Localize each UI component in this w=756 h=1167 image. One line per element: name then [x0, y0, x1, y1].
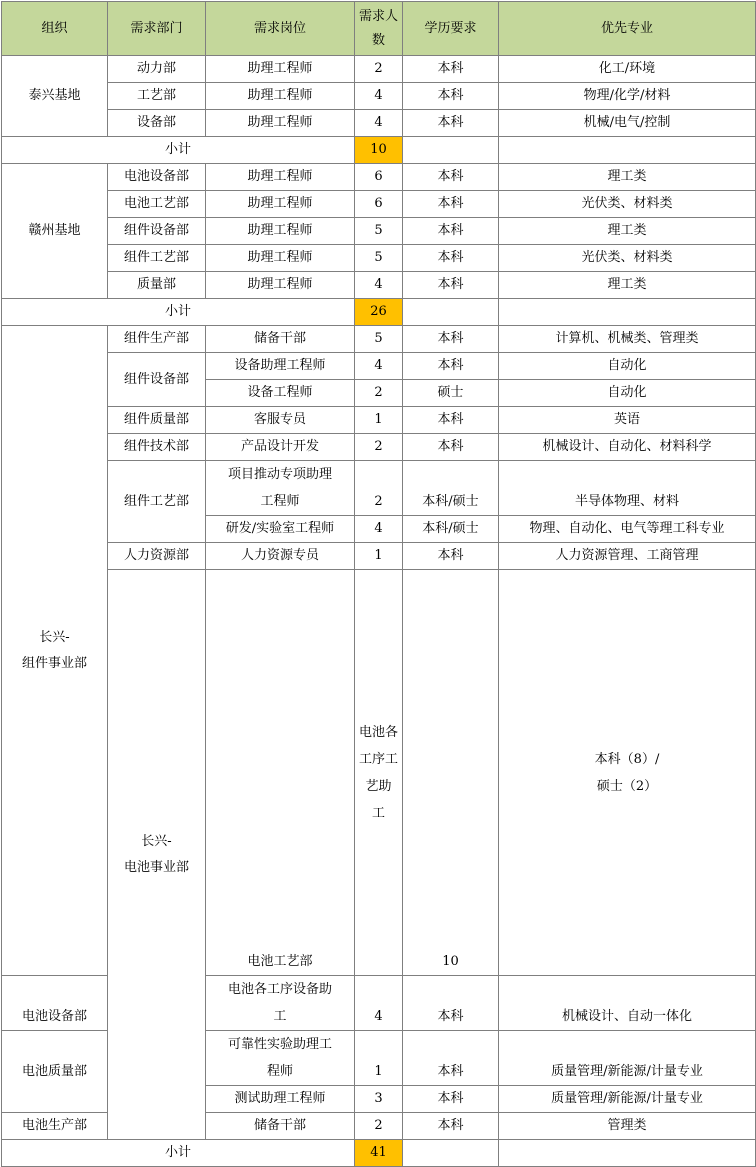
- position-cell: 人力资源专员: [206, 543, 355, 570]
- position-cell: 产品设计开发: [206, 434, 355, 461]
- table-row: [2, 218, 756, 245]
- count-cell: 6: [355, 164, 403, 191]
- major-cell: 自动化: [499, 380, 756, 407]
- position-cell: 助理工程师: [206, 272, 355, 299]
- edu-cell: 本科: [403, 164, 499, 191]
- position-cell: 储备干部: [206, 1113, 355, 1140]
- major-cell: 理工类: [499, 272, 756, 299]
- position-cell: 设备工程师: [206, 380, 355, 407]
- empty-cell: [403, 137, 499, 164]
- count-cell: 4: [355, 353, 403, 380]
- dept-cell: 电池工艺部: [108, 191, 206, 218]
- major-cell: 机械设计、自动化、材料科学: [499, 434, 756, 461]
- major-cell: 计算机、机械类、管理类: [499, 326, 756, 353]
- dept-cell: 设备部: [108, 110, 206, 137]
- position-line: 工程师: [260, 494, 300, 509]
- edu-cell: 本科: [403, 1113, 499, 1140]
- org-cell: 泰兴基地: [2, 56, 108, 137]
- edu-cell: 本科: [403, 56, 499, 83]
- edu-cell: 本科: [403, 434, 499, 461]
- count-cell: 4: [355, 516, 403, 543]
- table-row: [2, 272, 756, 299]
- count-cell: 5: [355, 326, 403, 353]
- edu-line: 本科（8）/: [594, 751, 660, 767]
- edu-cell: 本科: [403, 543, 499, 570]
- major-cell: 管理类: [499, 1113, 756, 1140]
- edu-cell: 本科: [403, 83, 499, 110]
- major-cell: 机械设计、自动一体化: [499, 976, 756, 1031]
- dept-cell: 电池设备部: [2, 976, 108, 1031]
- count-cell: 1: [355, 1031, 403, 1086]
- header-edu: 学历要求: [403, 2, 499, 56]
- major-cell: 物理/化学/材料: [499, 83, 756, 110]
- table-row: [2, 353, 756, 380]
- position-cell: [206, 461, 355, 516]
- subtotal-value: 10: [355, 137, 403, 164]
- dept-cell: 组件技术部: [108, 434, 206, 461]
- recruitment-table: [1, 1, 756, 1167]
- subtotal-label: 小计: [2, 137, 355, 164]
- empty-cell: [499, 137, 756, 164]
- count-cell: 1: [355, 407, 403, 434]
- subtotal-label: 小计: [2, 299, 355, 326]
- table-row: [2, 56, 756, 83]
- position-line: 电池各工序工艺助: [358, 724, 398, 794]
- edu-cell: 本科: [403, 110, 499, 137]
- major-cell: 机械/电气/控制: [499, 110, 756, 137]
- table-row: [2, 326, 756, 353]
- count-cell: 4: [355, 272, 403, 299]
- position-cell: 助理工程师: [206, 245, 355, 272]
- position-cell: [206, 976, 355, 1031]
- edu-cell: 本科: [403, 407, 499, 434]
- edu-cell: 本科: [403, 245, 499, 272]
- dept-cell: 组件设备部: [108, 218, 206, 245]
- count-cell: 5: [355, 218, 403, 245]
- org-cell: 赣州基地: [2, 164, 108, 299]
- subtotal-row: [2, 299, 756, 326]
- subtotal-value: 41: [355, 1140, 403, 1167]
- count-cell: 4: [355, 110, 403, 137]
- position-cell: 助理工程师: [206, 218, 355, 245]
- table-row: [2, 245, 756, 272]
- header-dept: 需求部门: [108, 2, 206, 56]
- major-cell: 理工类: [499, 218, 756, 245]
- dept-cell: 动力部: [108, 56, 206, 83]
- edu-cell: 本科: [403, 1031, 499, 1086]
- position-line: 项目推动专项助理: [227, 467, 332, 482]
- position-cell: 助理工程师: [206, 164, 355, 191]
- table-row: [2, 434, 756, 461]
- major-cell: 英语: [499, 407, 756, 434]
- count-cell: 2: [355, 380, 403, 407]
- dept-cell: 组件工艺部: [108, 245, 206, 272]
- header-major: 优先专业: [499, 2, 756, 56]
- empty-cell: [403, 1140, 499, 1167]
- major-cell: 质量管理/新能源/计量专业: [499, 1031, 756, 1086]
- dept-cell: 工艺部: [108, 83, 206, 110]
- position-line: 电池各工序设备助: [227, 982, 332, 997]
- table-row: [2, 543, 756, 570]
- org-line: 长兴-: [39, 629, 70, 645]
- table-row: [2, 110, 756, 137]
- count-cell: 5: [355, 245, 403, 272]
- header-row: [2, 2, 756, 56]
- count-cell: 1: [355, 543, 403, 570]
- position-cell: [355, 570, 403, 976]
- major-cell: 半导体物理、材料: [499, 461, 756, 516]
- dept-text: 电池质量部: [21, 1064, 87, 1079]
- count-cell: 3: [355, 1086, 403, 1113]
- dept-cell: 电池工艺部: [206, 570, 355, 976]
- dept-cell: [108, 461, 206, 543]
- dept-cell: [2, 1031, 108, 1113]
- position-cell: 设备助理工程师: [206, 353, 355, 380]
- count-cell: 2: [355, 434, 403, 461]
- subtotal-row: [2, 137, 756, 164]
- table-row: [2, 164, 756, 191]
- table-row: [2, 191, 756, 218]
- org-cell: [108, 570, 206, 1140]
- subtotal-label: 小计: [2, 1140, 355, 1167]
- count-cell: 10: [403, 570, 499, 976]
- major-cell: 质量管理/新能源/计量专业: [499, 1086, 756, 1113]
- dept-cell: 组件设备部: [108, 353, 206, 407]
- org-line: 长兴-: [141, 833, 172, 849]
- dept-cell: 组件质量部: [108, 407, 206, 434]
- header-org: 组织: [2, 2, 108, 56]
- edu-cell: 本科: [403, 353, 499, 380]
- table-row: [2, 407, 756, 434]
- major-cell: 物理、自动化、电气等理工科专业: [499, 516, 756, 543]
- dept-cell: 质量部: [108, 272, 206, 299]
- position-cell: [206, 1031, 355, 1086]
- dept-cell: 电池设备部: [108, 164, 206, 191]
- position-cell: 客服专员: [206, 407, 355, 434]
- count-cell: 6: [355, 191, 403, 218]
- position-cell: 助理工程师: [206, 83, 355, 110]
- table-row: [2, 570, 756, 976]
- edu-cell: 硕士: [403, 380, 499, 407]
- major-cell: 化工/环境: [499, 56, 756, 83]
- major-cell: 光伏类、材料类: [499, 191, 756, 218]
- count-cell: 4: [355, 976, 403, 1031]
- dept-text: 组件工艺部: [123, 494, 189, 509]
- count-cell: 4: [355, 83, 403, 110]
- dept-cell: 人力资源部: [108, 543, 206, 570]
- position-cell: 储备干部: [206, 326, 355, 353]
- count-cell: 2: [355, 1113, 403, 1140]
- edu-cell: [499, 570, 756, 976]
- dept-cell: 电池生产部: [2, 1113, 108, 1140]
- header-position: 需求岗位: [206, 2, 355, 56]
- major-cell: 自动化: [499, 353, 756, 380]
- org-line: 电池事业部: [123, 859, 189, 875]
- edu-cell: 本科: [403, 218, 499, 245]
- empty-cell: [499, 1140, 756, 1167]
- header-count: 需求人数: [355, 2, 403, 56]
- position-cell: 助理工程师: [206, 110, 355, 137]
- count-cell: 2: [355, 56, 403, 83]
- major-cell: 理工类: [499, 164, 756, 191]
- subtotal-row: [2, 1140, 756, 1167]
- edu-line: 硕士（2）: [596, 778, 658, 794]
- table-row: [2, 83, 756, 110]
- table-row: [2, 461, 756, 516]
- dept-cell: 组件生产部: [108, 326, 206, 353]
- empty-cell: [499, 299, 756, 326]
- org-cell: [2, 326, 108, 976]
- position-line: 程师: [266, 1064, 293, 1079]
- position-cell: 研发/实验室工程师: [206, 516, 355, 543]
- major-cell: 人力资源管理、工商管理: [499, 543, 756, 570]
- edu-cell: 本科: [403, 272, 499, 299]
- edu-cell: 本科: [403, 191, 499, 218]
- edu-cell: 本科: [403, 1086, 499, 1113]
- edu-cell: 本科/硕士: [403, 516, 499, 543]
- empty-cell: [403, 299, 499, 326]
- position-cell: 测试助理工程师: [206, 1086, 355, 1113]
- position-cell: 助理工程师: [206, 191, 355, 218]
- count-cell: 2: [355, 461, 403, 516]
- position-line: 可靠性实验助理工: [227, 1037, 332, 1052]
- edu-cell: 本科/硕士: [403, 461, 499, 516]
- position-line: 工: [371, 805, 385, 821]
- position-cell: 助理工程师: [206, 56, 355, 83]
- edu-cell: 本科: [403, 326, 499, 353]
- position-line: 工: [273, 1009, 287, 1024]
- edu-cell: 本科: [403, 976, 499, 1031]
- org-line: 组件事业部: [21, 655, 87, 671]
- major-cell: 光伏类、材料类: [499, 245, 756, 272]
- subtotal-value: 26: [355, 299, 403, 326]
